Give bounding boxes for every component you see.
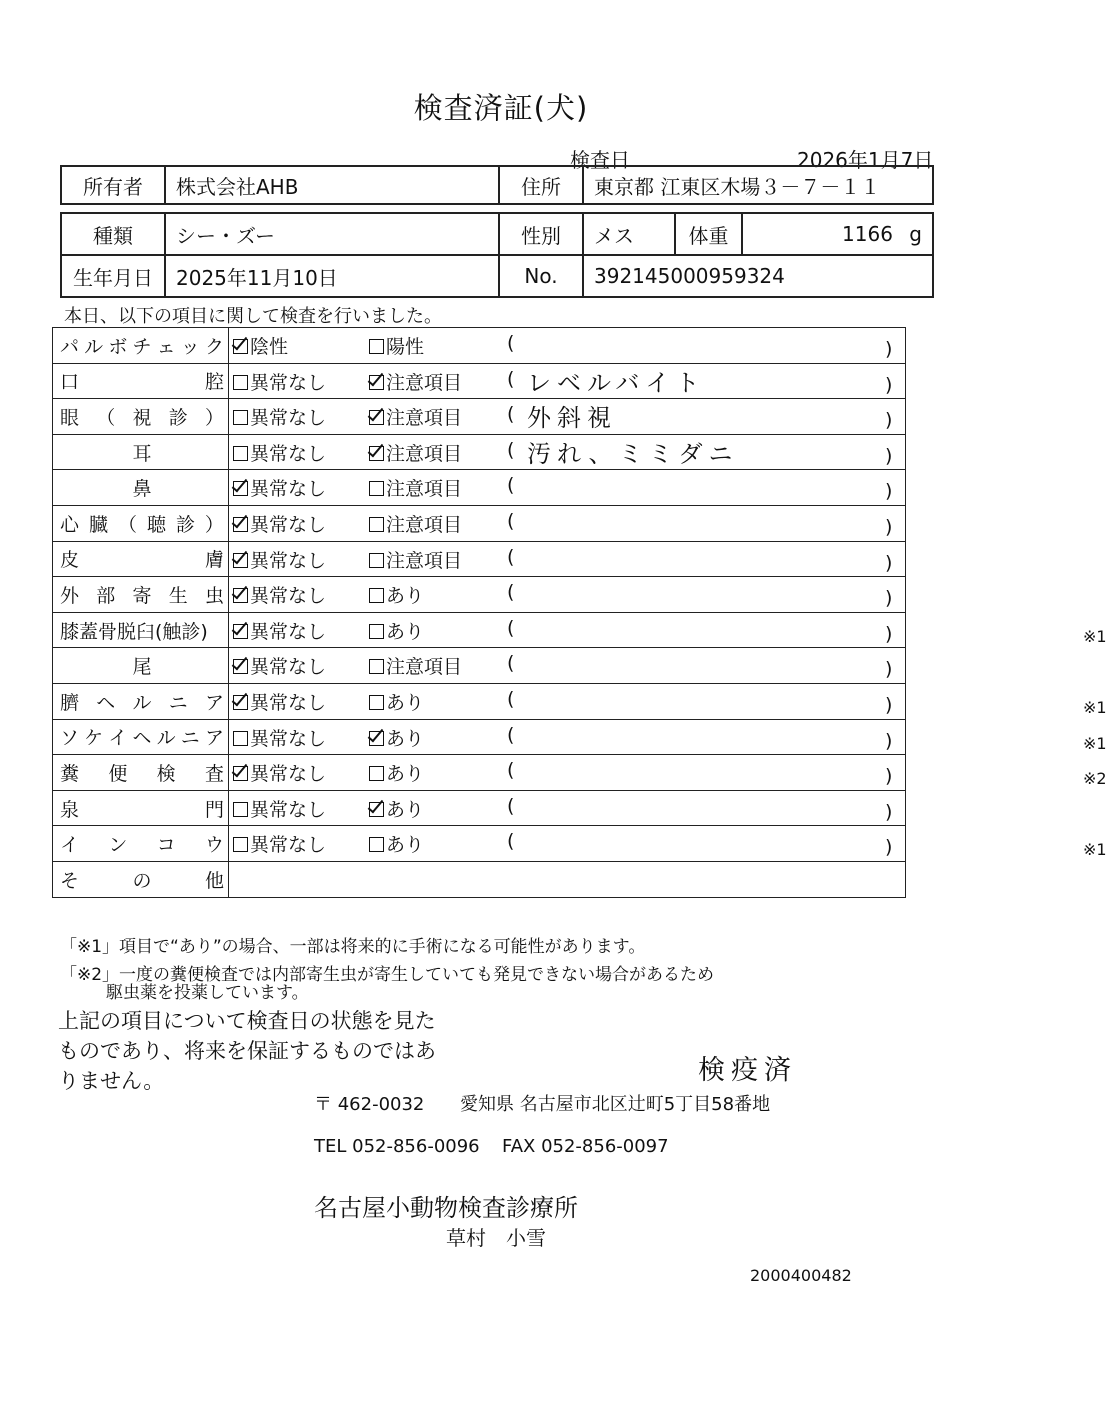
option-alt[interactable] [369,546,462,573]
option-label: 注意項目 [386,407,463,430]
doctor-name: 草村 小雪 [446,1226,546,1250]
note-close-paren: ) [885,622,893,645]
option-normal[interactable] [233,688,326,715]
option-label: 異常なし [250,763,327,786]
note-open-paren: ( [507,367,515,390]
exam-item-name-cell [53,470,229,506]
exam-item-name-cell [53,399,229,435]
option-label: あり [386,763,425,786]
option-normal[interactable] [233,332,288,359]
note-open-paren: ( [507,509,515,532]
option-label: あり [386,727,425,750]
note-open-paren: ( [507,332,515,354]
clinic-fax: FAX 052-856-0097 [502,1136,669,1157]
intro-text: 本日、以下の項目に関して検査を行いました。 [64,306,442,327]
footnote-2-cont: 駆虫薬を投薬しています。 [106,983,309,1003]
breed-label: 種類 [61,213,165,255]
exam-item-name-cell [53,826,229,862]
footnote-mark: ※1 [1083,733,1107,753]
checkbox[interactable] [233,624,248,639]
checkbox[interactable] [369,731,384,746]
option-label: 異常なし [250,549,327,572]
option-label: あり [386,620,425,643]
option-label: 注意項目 [386,442,463,465]
exam-item-name: 臍 ヘ ル ニ ア [60,691,224,714]
other-notes-field[interactable] [229,861,906,897]
exam-item-name-cell [53,790,229,826]
checkbox[interactable] [233,837,248,852]
exam-item-result-cell [229,577,906,613]
checkbox[interactable] [233,659,248,674]
exam-item-name-cell [53,612,229,648]
exam-item-name: 膝蓋骨脱臼(触診) [60,620,208,643]
exam-item-name: パ ル ボ チ ェ ッ ク [60,335,224,358]
checkbox[interactable] [233,588,248,603]
exam-item-name: 尾 [132,656,152,679]
exam-item-name: ソ ケ イ ヘ ル ニ ア [60,727,224,750]
checkbox[interactable] [233,339,248,354]
exam-item-name: 眼 （ 視 診 ） [60,406,224,429]
option-label: 異常なし [250,478,327,501]
footnote-mark: ※1 [1083,697,1107,717]
option-normal[interactable] [233,795,326,822]
option-normal[interactable] [233,830,326,857]
page-title: 検査済証(犬) [413,91,589,125]
exam-item-result-cell [229,434,906,470]
option-label: 異常なし [250,407,327,430]
option-normal[interactable] [233,617,326,644]
exam-item-row [53,612,906,648]
note-open-paren: ( [507,581,515,604]
exam-item-row [53,648,906,684]
option-label: 注意項目 [386,513,463,536]
exam-item-name: 泉 門 [60,798,224,821]
exam-item-row [53,505,906,541]
option-alt[interactable] [369,795,424,822]
footnote-mark: ※1 [1083,840,1107,860]
option-normal[interactable] [233,759,326,786]
option-normal[interactable] [233,368,326,395]
exam-item-name: 心 臓 （ 聴 診 ） [60,513,224,536]
checkbox[interactable] [369,339,384,354]
option-alt[interactable] [369,617,424,644]
checkbox[interactable] [369,624,384,639]
exam-item-result-cell [229,790,906,826]
exam-item-name-cell [53,755,229,791]
handwritten-note: 汚れ、ミミダニ [527,439,739,468]
option-label: 異常なし [250,442,327,465]
birthdate-value: 2025年11月10日 [165,255,499,297]
option-label: 陰性 [250,336,289,358]
exam-item-result-cell [229,505,906,541]
exam-date-label: 検査日 [570,148,630,172]
clinic-tel: TEL 052-856-0096 [314,1136,480,1157]
exam-item-name: 口 腔 [60,371,224,394]
exam-item-row [53,683,906,719]
sex-label: 性別 [499,213,583,255]
number-value: 392145000959324 [583,255,933,297]
option-alt[interactable] [369,474,462,501]
checkbox[interactable] [369,446,384,461]
note-close-paren: ) [885,800,893,823]
note-close-paren: ) [885,765,893,788]
note-close-paren: ) [885,551,893,574]
checkbox[interactable] [233,446,248,461]
option-alt[interactable] [369,332,424,359]
checkbox[interactable] [369,802,384,817]
option-label: あり [386,834,425,857]
note-open-paren: ( [507,759,515,782]
checkbox[interactable] [233,802,248,817]
note-open-paren: ( [507,474,515,497]
weight-unit: g [909,222,922,246]
checkbox[interactable] [369,517,384,532]
exam-item-row [53,577,906,613]
exam-item-row [53,719,906,755]
note-open-paren: ( [507,545,515,568]
option-label: 注意項目 [386,549,463,572]
checkbox[interactable] [369,659,384,674]
checkbox[interactable] [369,837,384,852]
exam-item-name: 外 部 寄 生 虫 [60,584,224,607]
weight-label: 体重 [675,213,742,255]
note-close-paren: ) [885,480,893,503]
checkbox[interactable] [369,375,384,390]
exam-item-row [53,363,906,399]
footnote-2: 「※2」一度の糞便検査では内部寄生虫が寄生していても発見できない場合があるため [60,965,715,985]
exam-items-table [52,327,1107,898]
checkbox[interactable] [233,517,248,532]
option-alt[interactable] [369,439,462,466]
exam-item-result-cell [229,399,906,435]
note-open-paren: ( [507,438,515,461]
exam-item-name-cell [53,328,229,364]
checkbox[interactable] [233,695,248,710]
option-normal[interactable] [233,439,326,466]
exam-item-name-cell [53,719,229,755]
note-open-paren: ( [507,616,515,639]
option-normal[interactable] [233,581,326,608]
note-close-paren: ) [885,693,893,716]
option-label: あり [386,691,425,714]
checkbox[interactable] [369,695,384,710]
exam-item-row [53,790,906,826]
exam-item-name: 糞 便 検 査 [60,762,224,785]
checkbox[interactable] [233,481,248,496]
option-label: 異常なし [250,727,327,750]
exam-item-row [53,399,906,435]
note-close-paren: ) [885,444,893,467]
exam-item-name-cell [53,434,229,470]
exam-item-name-cell [53,505,229,541]
serial-number: 2000400482 [750,1266,852,1285]
note-open-paren: ( [507,830,515,853]
weight-value: 1166 [842,222,893,246]
footnote-mark: ※2 [1083,769,1107,789]
exam-item-name-cell [53,541,229,577]
checkbox[interactable] [369,588,384,603]
quarantine-stamp: 検疫済 [698,1055,797,1086]
note-open-paren: ( [507,687,515,710]
option-normal[interactable] [233,546,326,573]
exam-item-name-cell [53,861,229,897]
option-label: 注意項目 [386,478,463,501]
option-alt[interactable] [369,652,462,679]
note-open-paren: ( [507,403,515,426]
owner-table [60,165,934,205]
option-label: 注意項目 [386,656,463,679]
exam-item-name: イ ン コ ウ [60,834,224,857]
option-label: 異常なし [250,656,327,679]
exam-item-row [53,541,906,577]
note-close-paren: ) [885,409,893,432]
exam-item-result-cell [229,755,1107,791]
option-label: 異常なし [250,371,327,394]
option-alt[interactable] [369,368,462,395]
weight-cell [742,213,933,255]
note-close-paren: ) [885,729,893,752]
note-close-paren: ) [885,658,893,681]
exam-item-row [53,826,906,862]
exam-item-result-cell [229,826,1107,862]
checkbox[interactable] [233,553,248,568]
breed-value: シー・ズー [165,213,499,255]
exam-date-value: 2026年1月7日 [797,148,934,172]
checkbox[interactable] [369,553,384,568]
option-normal[interactable] [233,724,326,751]
clinic-address: 愛知県 名古屋市北区辻町5丁目58番地 [460,1094,771,1115]
sex-value: メス [583,213,675,255]
checkbox[interactable] [233,731,248,746]
other-label: そ の 他 [60,869,224,892]
option-alt[interactable] [369,510,462,537]
disclaimer: 上記の項目について検査日の状態を見たものであり、将来を保証するものではありません。 [58,1009,436,1093]
exam-item-name-cell [53,648,229,684]
exam-item-row-other [53,861,906,897]
option-label: 異常なし [250,691,327,714]
note-open-paren: ( [507,723,515,746]
checkbox[interactable] [369,410,384,425]
exam-item-result-cell [229,363,906,399]
exam-item-name-cell [53,683,229,719]
exam-item-row [53,755,906,791]
note-close-paren: ) [885,373,893,396]
option-label: 異常なし [250,834,327,857]
option-label: あり [386,798,425,821]
option-label: あり [386,585,425,608]
note-close-paren: ) [885,338,893,360]
exam-item-result-cell [229,612,1107,648]
checkbox[interactable] [369,481,384,496]
option-label: 陽性 [386,336,425,358]
owner-value: 株式会社AHB [165,166,499,204]
option-normal[interactable] [233,652,326,679]
option-normal[interactable] [233,474,326,501]
exam-item-result-cell [229,541,906,577]
handwritten-note: 外斜視 [527,404,617,433]
exam-item-result-cell [229,470,906,506]
checkbox[interactable] [233,410,248,425]
option-alt[interactable] [369,724,424,751]
exam-item-row [53,328,906,364]
exam-item-result-cell [229,719,1107,755]
option-label: 異常なし [250,513,327,536]
option-normal[interactable] [233,510,326,537]
option-alt[interactable] [369,830,424,857]
note-close-paren: ) [885,836,893,859]
address-value: 東京都 江東区木場３－７－１１ [583,166,933,204]
owner-label: 所有者 [61,166,165,204]
option-alt[interactable] [369,403,462,430]
number-label: No. [499,255,583,297]
option-alt[interactable] [369,581,424,608]
note-open-paren: ( [507,794,515,817]
postal-code: 〒 462-0032 [314,1094,425,1115]
note-close-paren: ) [885,587,893,610]
option-alt[interactable] [369,688,424,715]
option-label: 注意項目 [386,371,463,394]
option-label: 異常なし [250,620,327,643]
exam-item-name: 皮 膚 [60,549,224,572]
exam-item-result-cell [229,648,906,684]
address-label: 住所 [499,166,583,204]
exam-item-name: 耳 [132,442,152,465]
birthdate-label: 生年月日 [61,255,165,297]
clinic-name: 名古屋小動物検査診療所 [314,1194,578,1222]
exam-item-result-cell [229,328,906,364]
exam-item-row [53,470,906,506]
pet-table [60,212,934,298]
exam-item-name-cell [53,577,229,613]
checkbox[interactable] [233,766,248,781]
option-label: 異常なし [250,585,327,608]
footnote-1: 「※1」項目で“あり”の場合、一部は将来的に手術になる可能性があります。 [60,937,646,957]
note-close-paren: ) [885,515,893,538]
note-open-paren: ( [507,652,515,675]
exam-item-name: 鼻 [132,478,152,501]
option-label: 異常なし [250,798,327,821]
option-alt[interactable] [369,759,424,786]
footnote-mark: ※1 [1083,626,1107,646]
exam-item-result-cell [229,683,1107,719]
exam-item-row [53,434,906,470]
exam-item-name-cell [53,363,229,399]
handwritten-note: レベルバイト [527,368,706,397]
checkbox[interactable] [233,375,248,390]
option-normal[interactable] [233,403,326,430]
checkbox[interactable] [369,766,384,781]
